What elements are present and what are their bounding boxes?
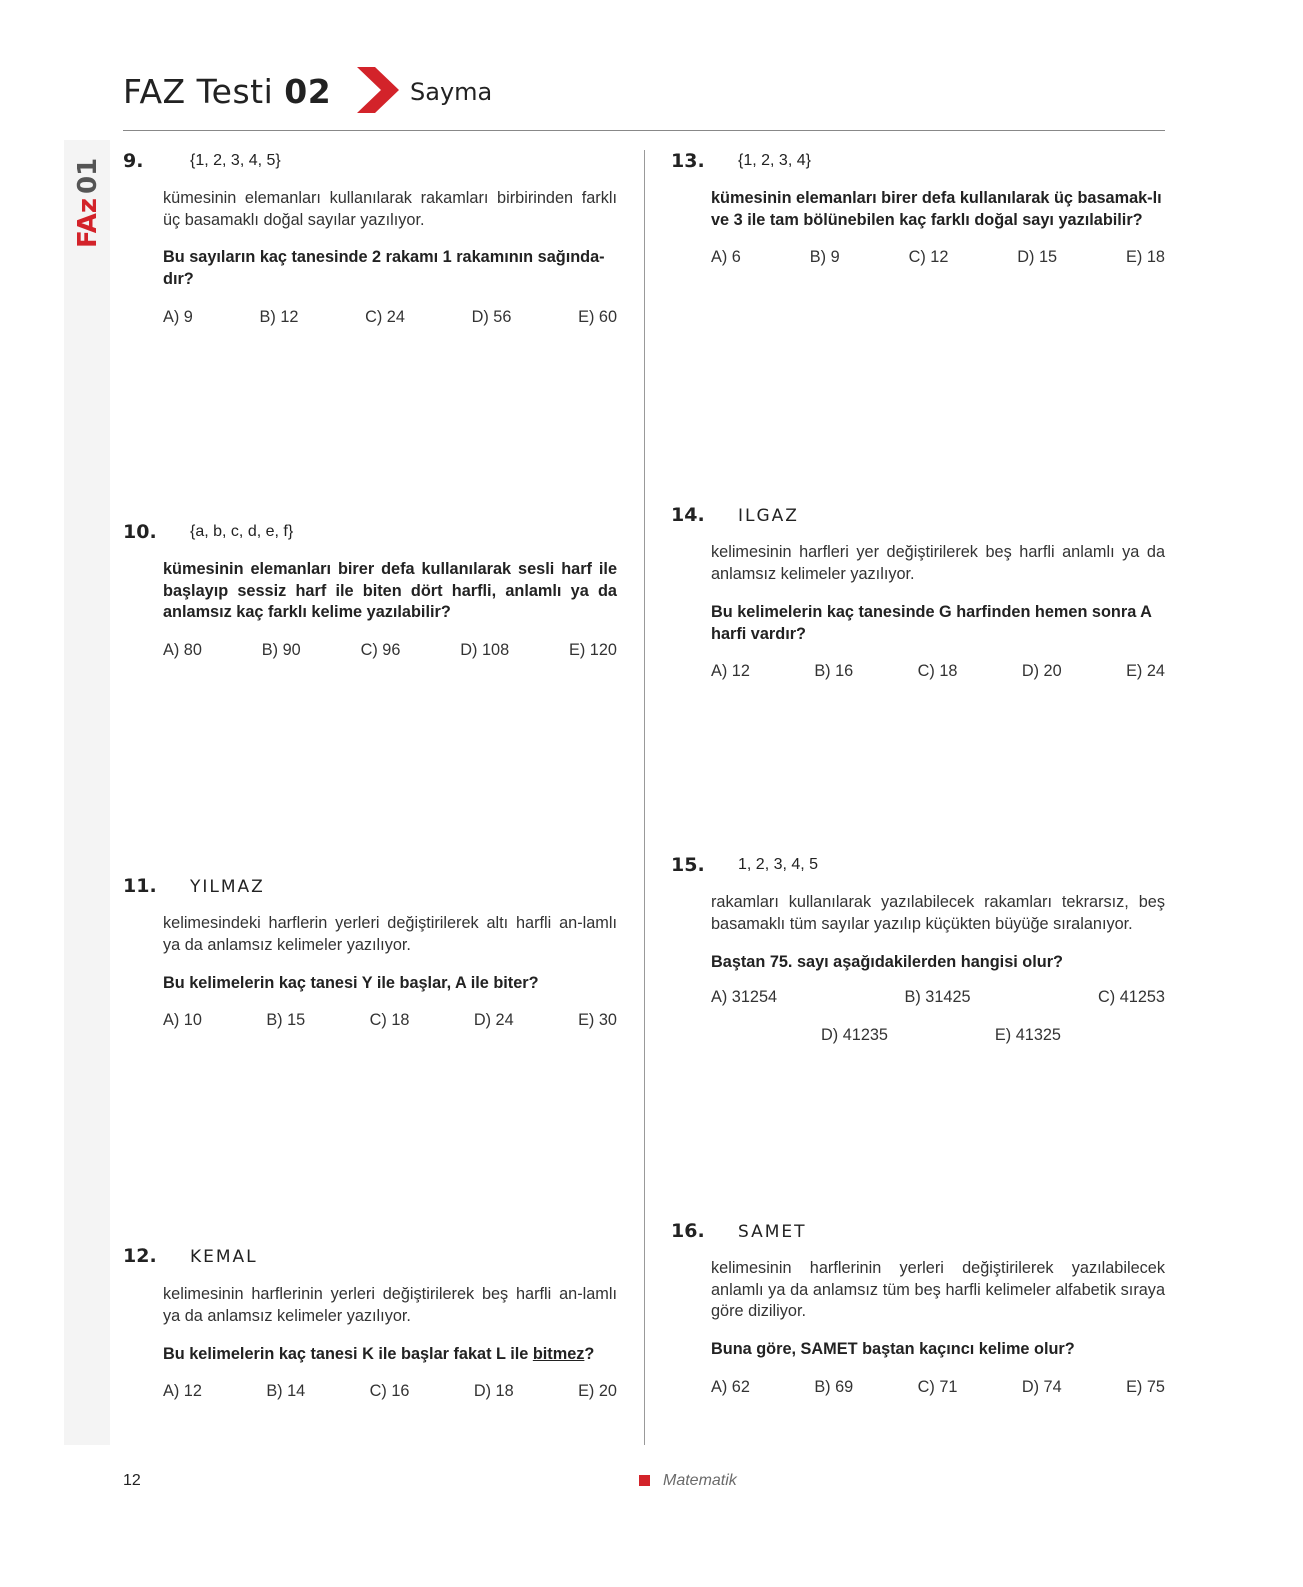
answer-choices <box>711 1378 1165 1397</box>
choice-d[interactable]: D) 15 <box>1017 248 1058 266</box>
choice-c[interactable]: C) 96 <box>360 641 401 659</box>
choice-d[interactable]: D) 24 <box>473 1011 514 1029</box>
question-number: 9. <box>123 150 144 172</box>
question-word: SAMET <box>738 1222 807 1242</box>
side-strip <box>64 140 110 1445</box>
topic-title: Sayma <box>410 78 493 106</box>
question-text: kelimesinin harflerinin yerleri değiştirilerek beş harfli an-lamlı ya da anlamsız kelimeler yazılıyor. <box>163 1285 617 1325</box>
question-number: 14. <box>671 504 705 526</box>
question-prompt: Bu kelimelerin kaç tanesinde G harfinden hemen sonra A harfi vardır? <box>711 603 1152 643</box>
answer-choices-row-1 <box>711 988 1165 1007</box>
question-prompt: kümesinin elemanları birer defa kullanılarak sesli harf ile başlayıp sessiz harf ile biten dört harfli, anlamlı ya da anlamsız kaç farklı kelime yazılabilir? <box>163 560 617 621</box>
choice-b[interactable]: B) 16 <box>814 662 854 680</box>
choice-b[interactable]: B) 90 <box>261 641 301 659</box>
title-prefix: FAZ Testi <box>123 72 274 111</box>
choice-a[interactable]: A) 31254 <box>711 988 778 1006</box>
choice-e[interactable]: E) 24 <box>1126 662 1165 680</box>
side-label-faz: FAz <box>73 197 103 248</box>
question-number: 12. <box>123 1245 157 1267</box>
answer-choices-row-2 <box>821 1026 1061 1045</box>
prompt-start: Bu kelimelerin kaç tanesi K ile başlar fakat L ile <box>163 1345 533 1363</box>
answer-choices <box>163 641 617 660</box>
question-text: rakamları kullanılarak yazılabilecek rakamları tekrarsız, beş basamaklı tüm sayılar yazılıp küçükten büyüğe sıralanıyor. <box>711 893 1165 933</box>
answer-choices <box>711 662 1165 681</box>
question-prompt: Baştan 75. sayı aşağıdakilerden hangisi olur? <box>711 953 1063 971</box>
choice-a[interactable]: A) 12 <box>711 662 750 680</box>
choice-c[interactable]: C) 18 <box>369 1011 410 1029</box>
choice-c[interactable]: C) 41253 <box>1098 988 1165 1006</box>
choice-e[interactable]: E) 75 <box>1126 1378 1165 1396</box>
question-text: kümesinin elemanları kullanılarak rakamları birbirinden farklı üç basamaklı doğal sayılar yazılıyor. <box>163 189 617 229</box>
square-bullet-icon <box>639 1475 650 1486</box>
question-number: 16. <box>671 1220 705 1242</box>
choice-b[interactable]: B) 12 <box>259 308 299 326</box>
question-digits: 1, 2, 3, 4, 5 <box>738 856 819 873</box>
answer-choices <box>163 1011 617 1030</box>
question-prompt: Bu kelimelerin kaç tanesi Y ile başlar, A ile biter? <box>163 974 539 992</box>
choice-e[interactable]: E) 20 <box>578 1382 617 1400</box>
choice-c[interactable]: C) 18 <box>917 662 958 680</box>
question-word: YILMAZ <box>190 877 265 897</box>
question-prompt: Buna göre, SAMET baştan kaçıncı kelime olur? <box>711 1340 1075 1358</box>
choice-c[interactable]: C) 71 <box>917 1378 958 1396</box>
choice-c[interactable]: C) 12 <box>908 248 949 266</box>
choice-b[interactable]: B) 31425 <box>904 988 971 1006</box>
choice-b[interactable]: B) 15 <box>266 1011 306 1029</box>
choice-e[interactable]: E) 30 <box>578 1011 617 1029</box>
choice-e[interactable]: E) 18 <box>1126 248 1165 266</box>
choice-b[interactable]: B) 9 <box>809 248 840 266</box>
side-label-number: 01 <box>73 157 103 194</box>
choice-a[interactable]: A) 9 <box>163 308 193 326</box>
question-text: kelimesindeki harflerin yerleri değiştirilerek altı harfli an-lamlı ya da anlamsız kelimeler yazılıyor. <box>163 914 617 954</box>
choice-d[interactable]: D) 18 <box>473 1382 514 1400</box>
choice-e[interactable]: E) 120 <box>568 641 617 659</box>
choice-a[interactable]: A) 80 <box>163 641 202 659</box>
question-prompt: Bu sayıların kaç tanesinde 2 rakamı 1 rakamının sağında-dır? <box>163 248 605 288</box>
question-number: 10. <box>123 521 157 543</box>
choice-a[interactable]: A) 62 <box>711 1378 750 1396</box>
side-phase-label <box>58 150 118 250</box>
question-word: KEMAL <box>190 1247 258 1267</box>
prompt-end: ? <box>584 1345 595 1363</box>
column-divider <box>644 150 645 1445</box>
prompt-underlined: bitmez <box>532 1345 585 1363</box>
question-number: 13. <box>671 150 705 172</box>
choice-c[interactable]: C) 24 <box>365 308 405 326</box>
choice-d[interactable]: D) 41235 <box>821 1026 888 1044</box>
question-number: 15. <box>671 854 705 876</box>
question-text: kelimesinin harfleri yer değiştirilerek beş harfli anlamlı ya da anlamsız kelimeler yazılıyor. <box>711 543 1165 583</box>
choice-b[interactable]: B) 69 <box>814 1378 854 1396</box>
question-text: kelimesinin harflerinin yerleri değiştirilerek yazılabilecek anlamlı ya da anlamsız tüm beş harfli kelimeler alfabetik sıraya göre diziliyor. <box>711 1259 1165 1320</box>
answer-choices <box>711 248 1165 267</box>
question-prompt: kümesinin elemanları birer defa kullanılarak üç basamak-lı ve 3 ile tam bölünebilen kaç farklı doğal sayı yazılabilir? <box>711 189 1162 229</box>
footer-subject: Matematik <box>663 1472 737 1489</box>
title-number: 02 <box>284 72 332 111</box>
page-number: 12 <box>123 1472 141 1489</box>
choice-a[interactable]: A) 10 <box>163 1011 202 1029</box>
choice-d[interactable]: D) 74 <box>1021 1378 1062 1396</box>
question-set: {1, 2, 3, 4} <box>738 152 811 169</box>
choice-a[interactable]: A) 12 <box>163 1382 202 1400</box>
answer-choices <box>163 308 617 327</box>
chevron-right-icon <box>357 67 399 113</box>
page-title <box>123 72 331 111</box>
choice-d[interactable]: D) 56 <box>471 308 512 326</box>
question-word: ILGAZ <box>738 506 799 526</box>
choice-d[interactable]: D) 108 <box>460 641 510 659</box>
choice-e[interactable]: E) 41325 <box>994 1026 1061 1044</box>
question-set: {1, 2, 3, 4, 5} <box>190 152 281 169</box>
question-prompt <box>163 1344 617 1366</box>
choice-b[interactable]: B) 14 <box>266 1382 306 1400</box>
header-divider <box>123 130 1165 131</box>
choice-a[interactable]: A) 6 <box>711 248 741 266</box>
question-number: 11. <box>123 875 157 897</box>
choice-d[interactable]: D) 20 <box>1021 662 1062 680</box>
question-set: {a, b, c, d, e, f} <box>190 523 294 540</box>
answer-choices <box>163 1382 617 1401</box>
choice-c[interactable]: C) 16 <box>369 1382 410 1400</box>
choice-e[interactable]: E) 60 <box>578 308 617 326</box>
